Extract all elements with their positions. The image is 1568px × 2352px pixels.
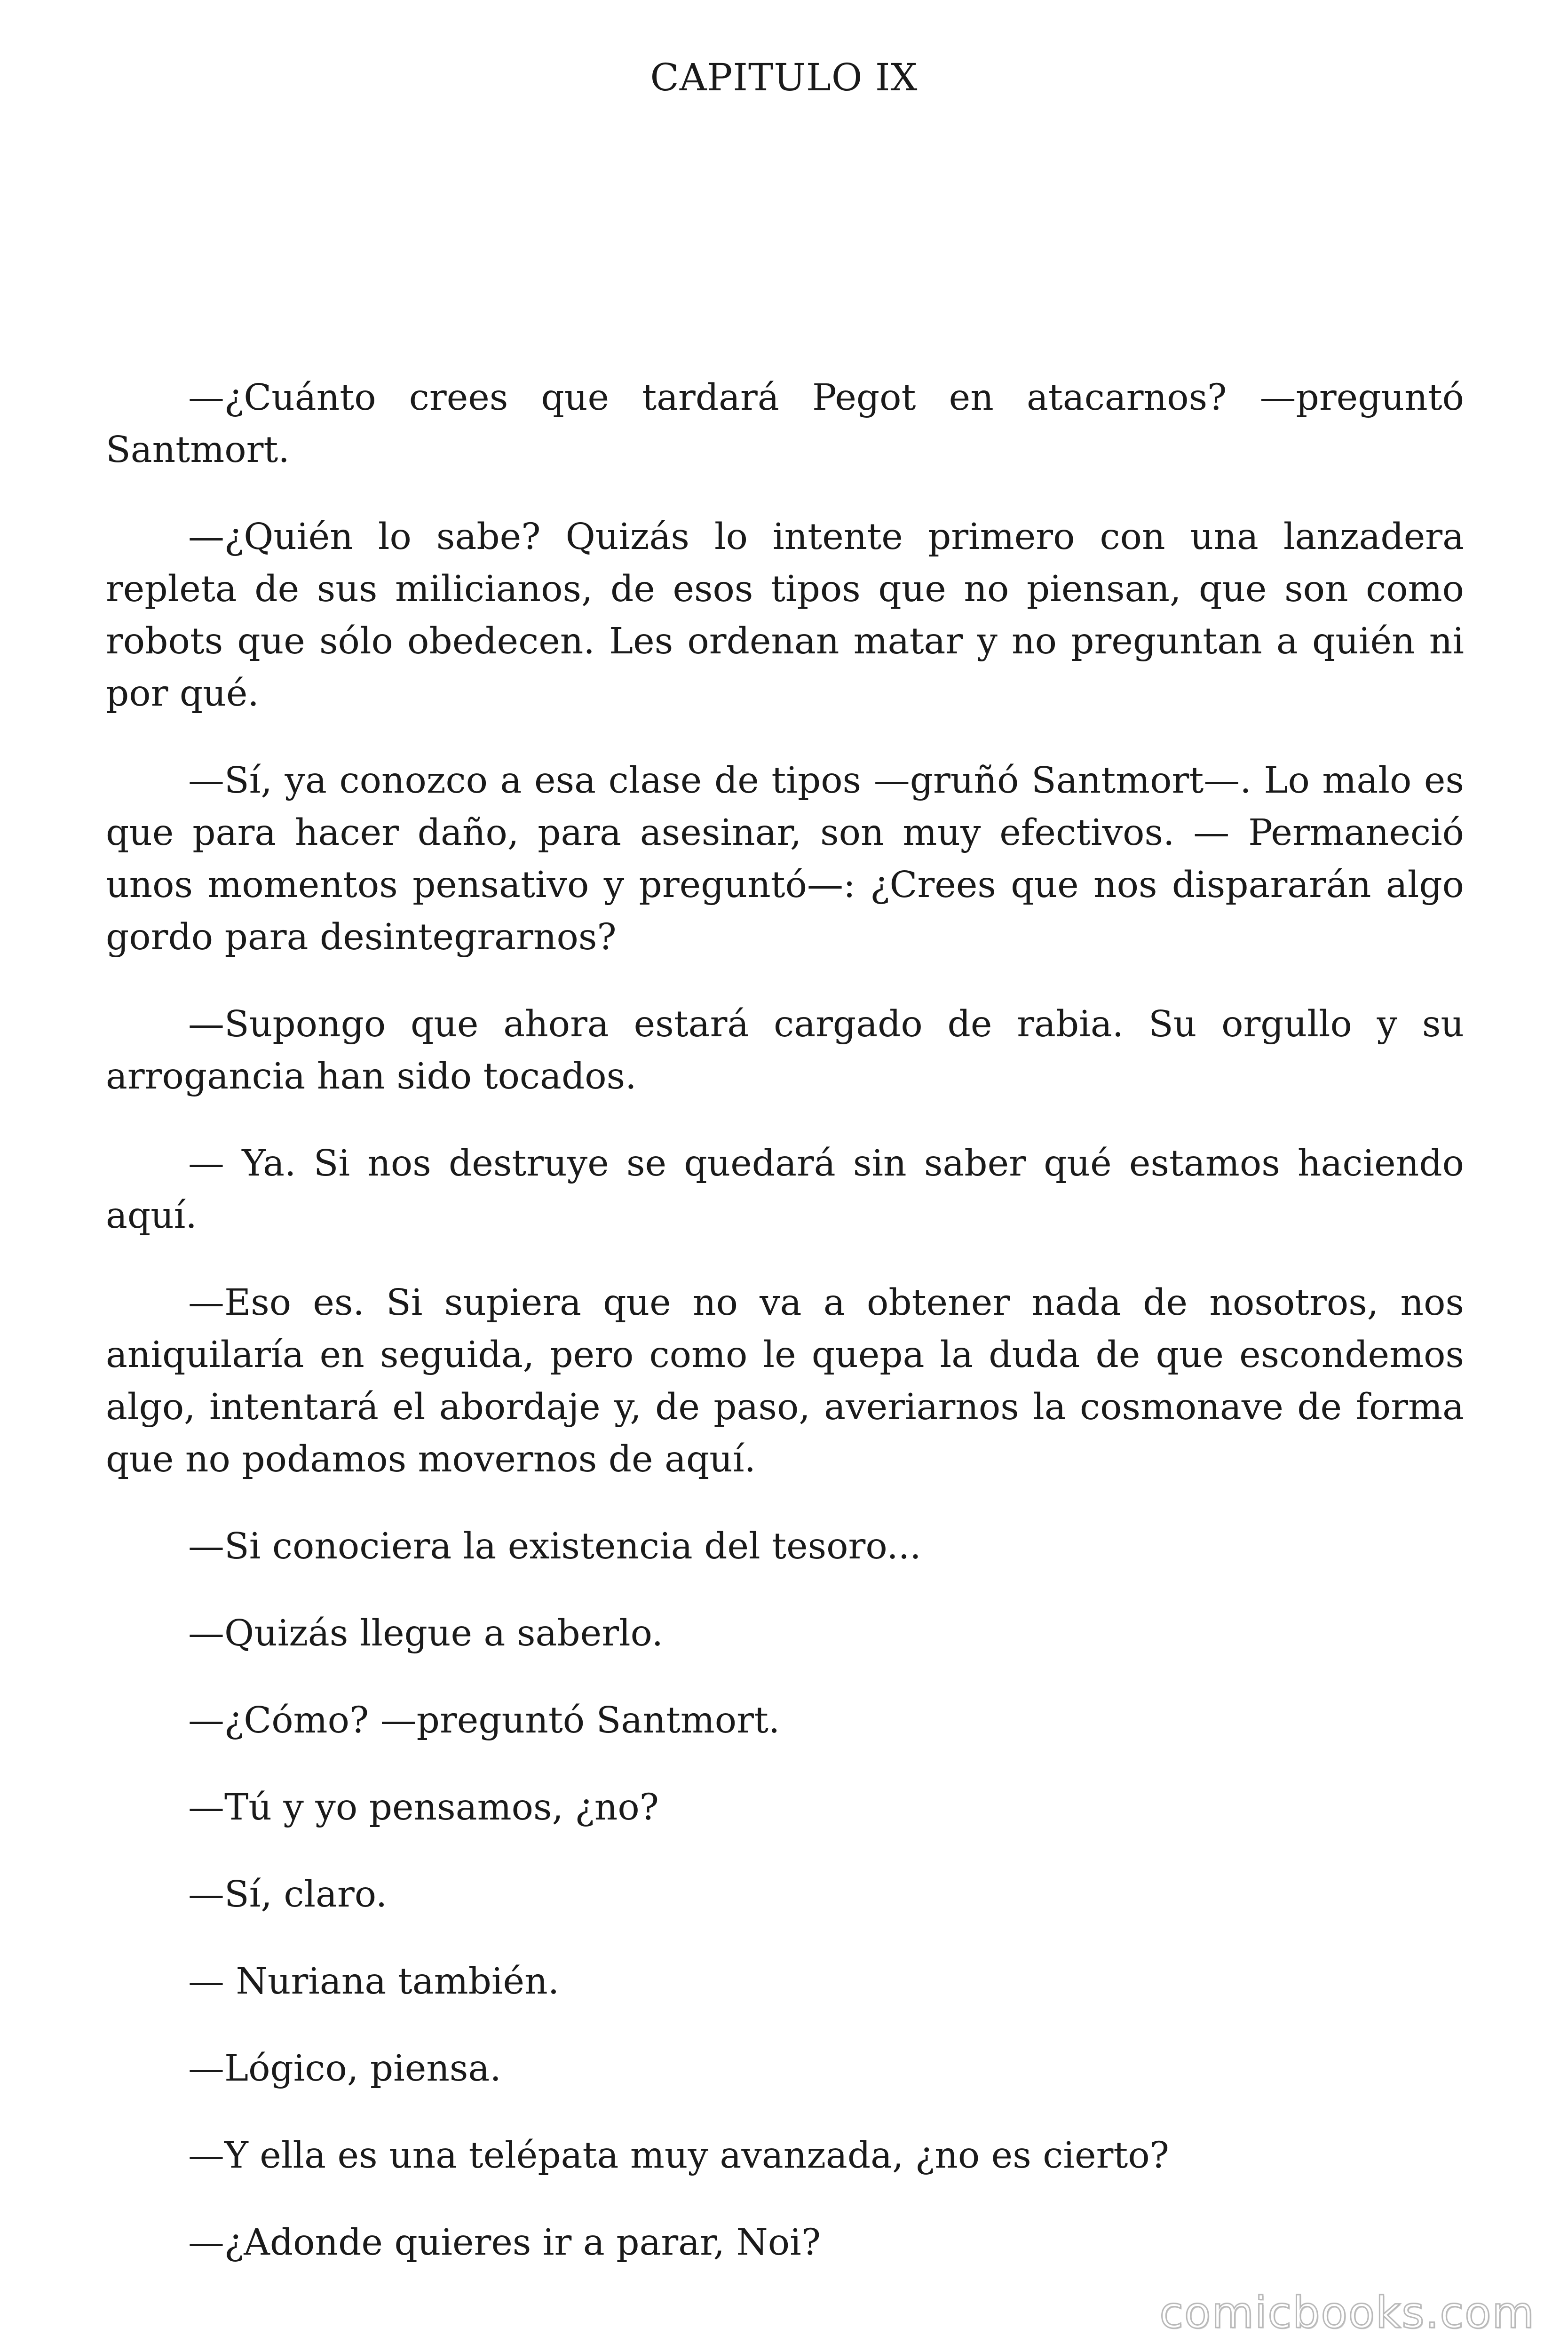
- paragraph: —Sí, ya conozco a esa clase de tipos —gruñó Santmort—. Lo malo es que para hacer daño, para asesinar, son muy efectivos. — Permaneció unos momentos pensativo y preguntó—: ¿Crees que nos dispararán algo gordo para desintegrarnos?: [106, 760, 1464, 958]
- paragraph: —Sí, claro.: [188, 1874, 388, 1915]
- paragraph: —Si conociera la existencia del tesoro...: [188, 1526, 921, 1567]
- paragraph: —Y ella es una telépata muy avanzada, ¿no es cierto?: [188, 2135, 1169, 2177]
- paragraph: —Tú y yo pensamos, ¿no?: [188, 1787, 659, 1828]
- paragraph: — Ya. Si nos destruye se quedará sin saber qué estamos haciendo aquí.: [106, 1143, 1464, 1237]
- chapter-body: [106, 372, 1464, 2304]
- paragraph: —¿Cómo? —preguntó Santmort.: [188, 1700, 780, 1741]
- watermark: comicbooks.com: [1159, 2288, 1535, 2338]
- paragraph: —¿Quién lo sabe? Quizás lo intente primero con una lanzadera repleta de sus milicianos, de esos tipos que no piensan, que son como robots que sólo obedecen. Les ordenan matar y no preguntan a quién ni por qué.: [106, 516, 1464, 715]
- paragraph: — Nuriana también.: [188, 1961, 560, 2002]
- paragraph: —Quizás llegue a saberlo.: [188, 1613, 664, 1654]
- paragraph: —¿Adonde quieres ir a parar, Noi?: [188, 2222, 821, 2264]
- chapter-title: CAPITULO IX: [650, 56, 918, 99]
- paragraph: —¿Cuánto crees que tardará Pegot en atacarnos? —preguntó Santmort.: [106, 377, 1464, 471]
- paragraph: —Eso es. Si supiera que no va a obtener nada de nosotros, nos aniquilaría en seguida, pero como le quepa la duda de que escondemos algo, intentará el abordaje y, de paso, averiarnos la cosmonave de forma que no podamos movernos de aquí.: [106, 1282, 1464, 1480]
- paragraph: —Lógico, piensa.: [188, 2048, 501, 2090]
- paragraph: —Supongo que ahora estará cargado de rabia. Su orgullo y su arrogancia han sido tocados.: [106, 1003, 1464, 1097]
